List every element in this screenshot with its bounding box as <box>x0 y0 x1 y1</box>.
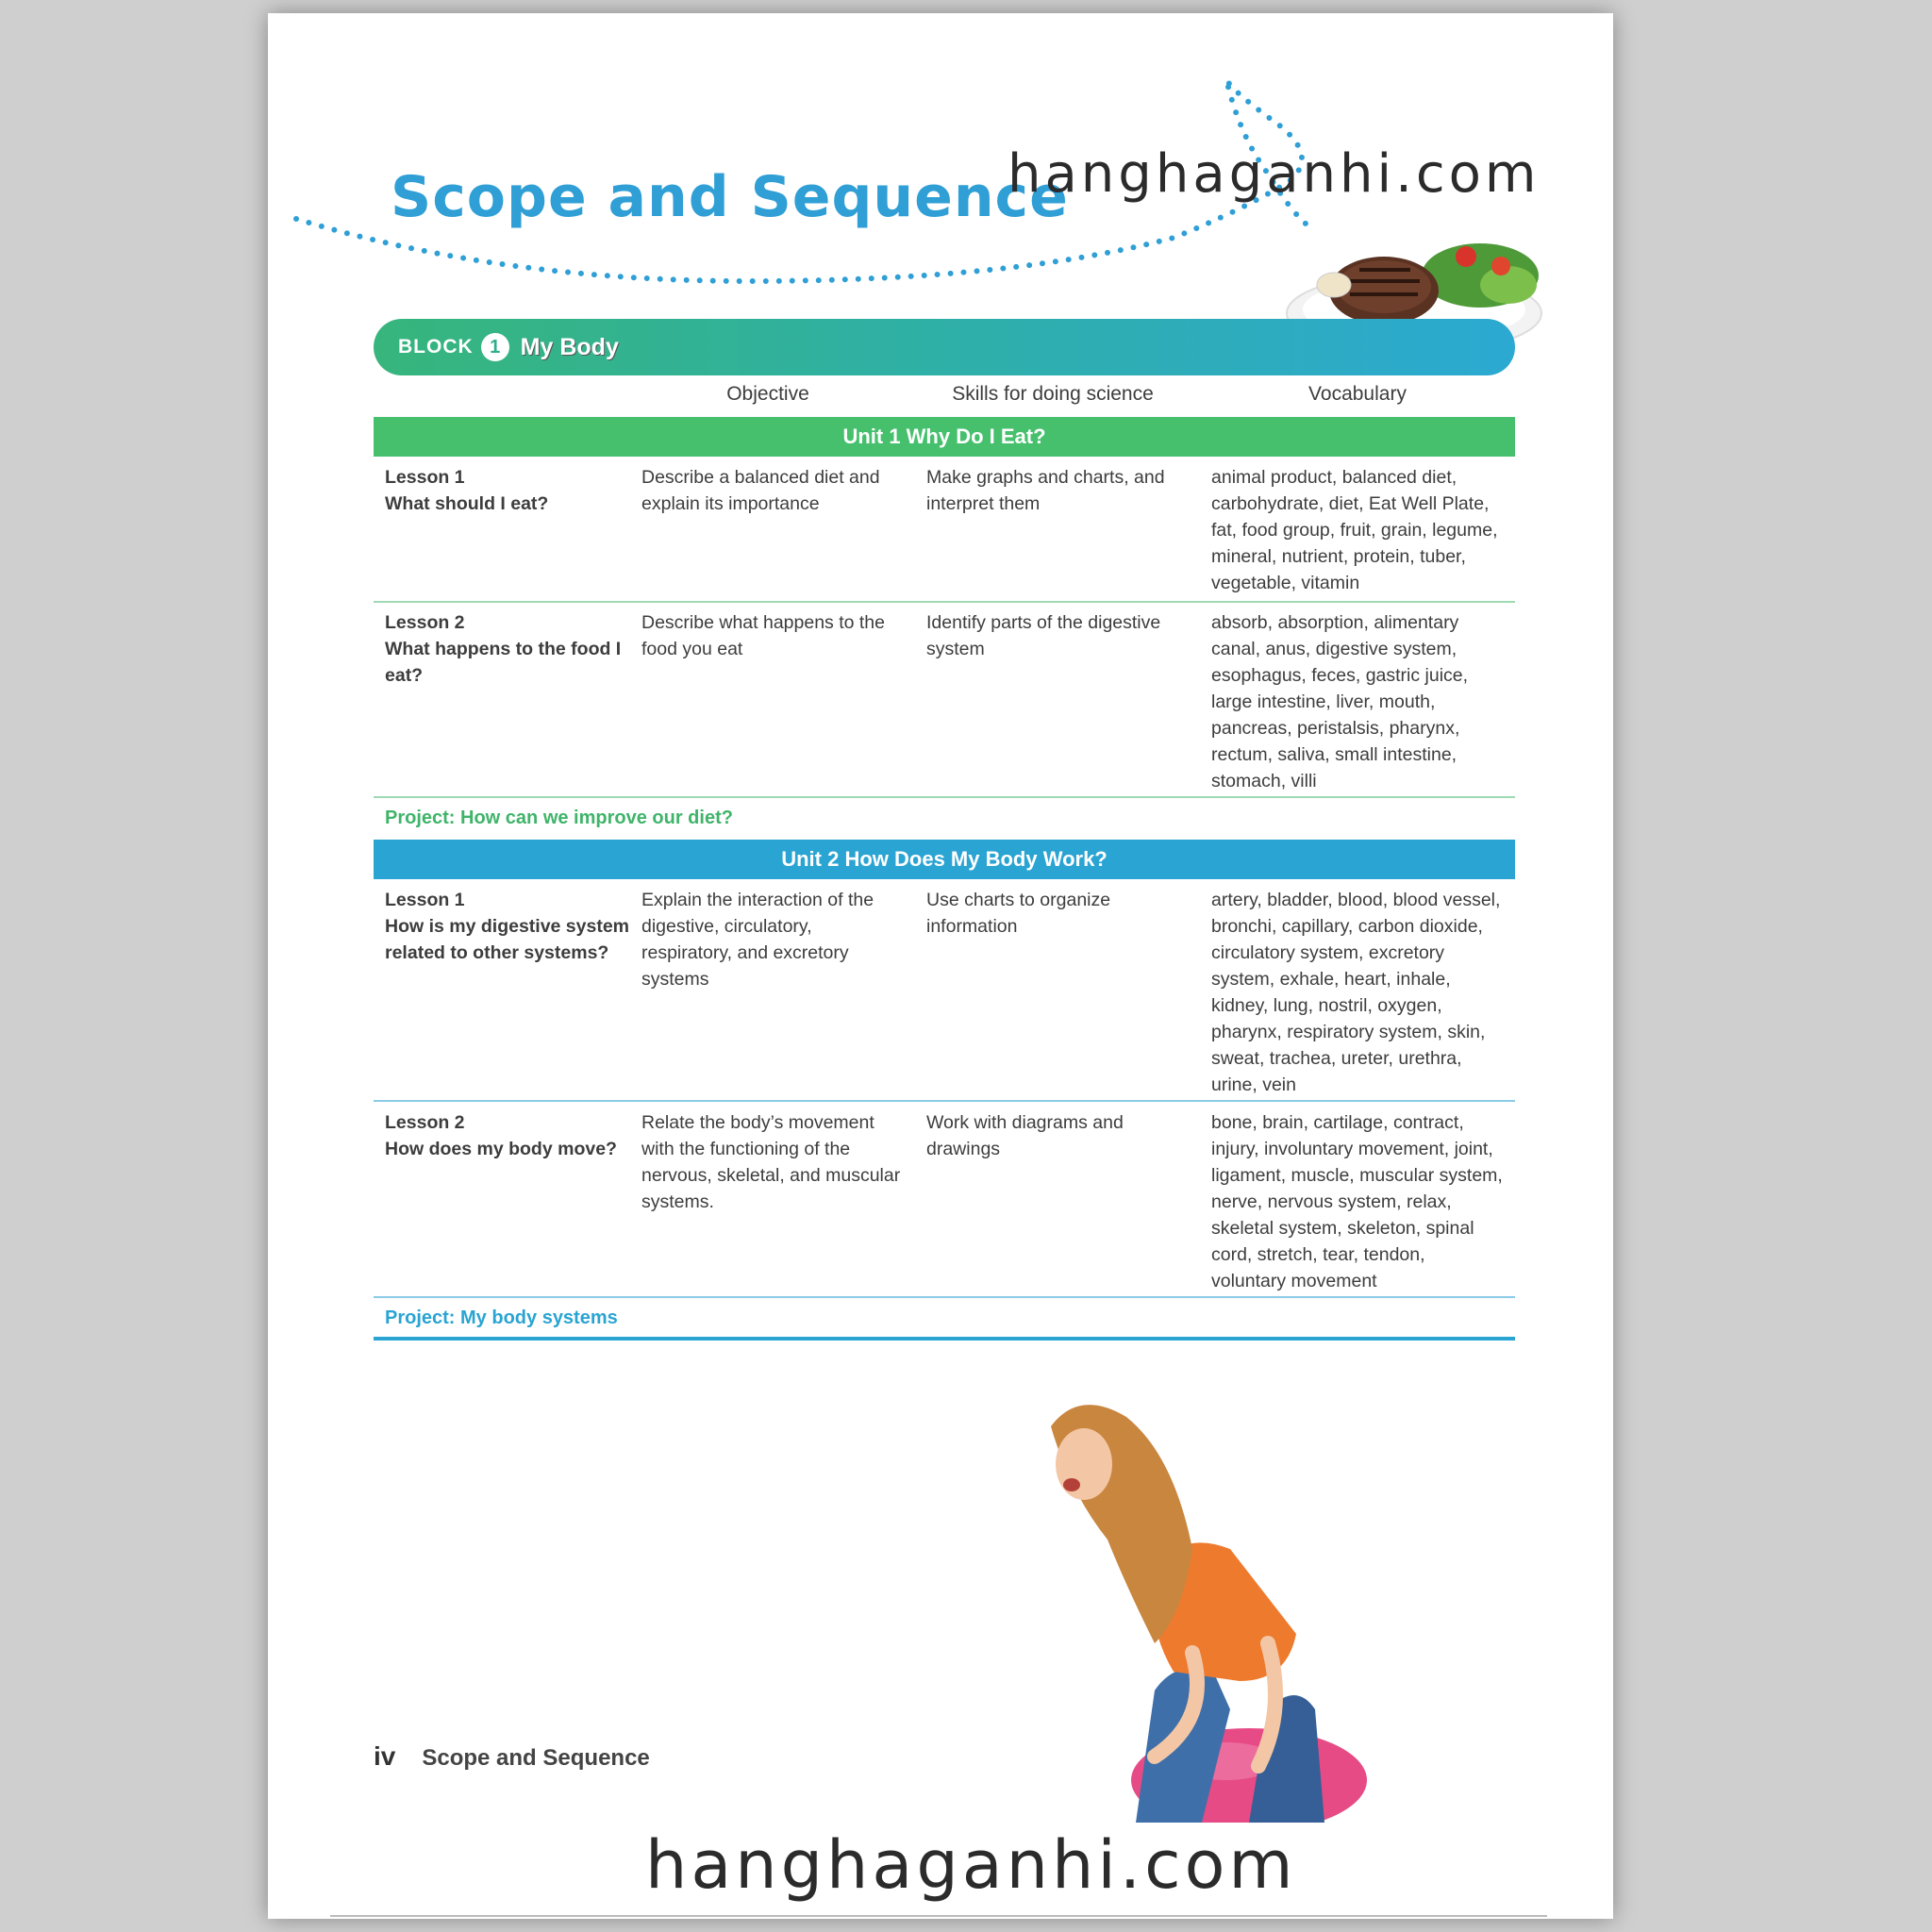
lesson-number: Lesson 2 <box>385 612 465 633</box>
row-divider <box>374 1296 1515 1298</box>
vocabulary-cell: animal product, balanced diet, carbohydrate, diet, Eat Well Plate, fat, food group, fruit, grain, legume, mineral, nutrient, protein, tuber, vegetable, vitamin <box>1211 467 1498 593</box>
block-label: BLOCK <box>398 336 474 358</box>
footer-title: Scope and Sequence <box>422 1745 650 1771</box>
watermark-bottom: hanghaganhi.com <box>645 1826 1297 1904</box>
table-end-rule <box>374 1337 1515 1341</box>
unit-1-project: Project: How can we improve our diet? <box>385 808 733 828</box>
lesson-cell <box>385 464 630 517</box>
girl-on-ball-image <box>1013 1398 1409 1823</box>
lesson-title: How does my body move? <box>385 1139 617 1159</box>
lesson-title: What happens to the food I eat? <box>385 639 622 686</box>
skills-cell: Use charts to organize information <box>926 890 1111 937</box>
lesson-title: What should I eat? <box>385 493 549 514</box>
objective-cell: Describe what happens to the food you eat <box>641 612 885 659</box>
column-header-skills: Skills for doing science <box>952 383 1154 405</box>
column-header-vocabulary: Vocabulary <box>1308 383 1407 405</box>
skills-cell: Make graphs and charts, and interpret them <box>926 467 1165 514</box>
document-page <box>268 13 1613 1919</box>
unit-2-project: Project: My body systems <box>385 1307 618 1328</box>
vocabulary-cell: absorb, absorption, alimentary canal, anus, digestive system, esophagus, feces, gastric juice, large intestine, liver, mouth, pancreas, peristalsis, pharynx, rectum, saliva, small intestine, stomach, villi <box>1211 612 1469 791</box>
objective-cell: Explain the interaction of the digestive, circulatory, respiratory, and excretory systems <box>641 890 874 990</box>
lesson-title: How is my digestive system related to other systems? <box>385 916 630 963</box>
skills-cell: Work with diagrams and drawings <box>926 1112 1124 1159</box>
lesson-cell <box>385 609 630 689</box>
objective-cell: Relate the body’s movement with the functioning of the nervous, skeletal, and muscular systems. <box>641 1112 901 1212</box>
page-footer <box>374 1741 650 1772</box>
column-header-objective: Objective <box>726 383 809 405</box>
lesson-number: Lesson 2 <box>385 1112 465 1133</box>
block-number: 1 <box>481 333 509 361</box>
page-number: iv <box>374 1741 396 1771</box>
lesson-number: Lesson 1 <box>385 467 465 488</box>
unit-1-header: Unit 1 Why Do I Eat? <box>374 417 1515 457</box>
block-banner <box>374 319 1515 375</box>
watermark-top: hanghaganhi.com <box>1008 143 1541 205</box>
objective-cell: Describe a balanced diet and explain its importance <box>641 467 880 514</box>
skills-cell: Identify parts of the digestive system <box>926 612 1161 659</box>
lesson-number: Lesson 1 <box>385 890 465 910</box>
vocabulary-cell: bone, brain, cartilage, contract, injury, involuntary movement, joint, ligament, muscle, muscular system, nerve, nervous system, relax, skeletal system, skeleton, spinal cord, stretch, tear, tendon, voluntary movement <box>1211 1112 1503 1291</box>
block-name: My Body <box>520 333 619 360</box>
unit-2-header: Unit 2 How Does My Body Work? <box>374 840 1515 879</box>
lesson-cell <box>385 887 630 966</box>
bottom-rule <box>330 1915 1547 1917</box>
row-divider <box>374 601 1515 603</box>
lesson-cell <box>385 1109 630 1162</box>
row-divider <box>374 1100 1515 1102</box>
page-title: Scope and Sequence <box>391 164 1069 230</box>
row-divider <box>374 796 1515 798</box>
vocabulary-cell: artery, bladder, blood, blood vessel, bronchi, capillary, carbon dioxide, circulatory system, excretory system, exhale, heart, inhale, kidney, lung, nostril, oxygen, pharynx, respiratory system, skin, sweat, trachea, ureter, urethra, urine, vein <box>1211 890 1501 1095</box>
